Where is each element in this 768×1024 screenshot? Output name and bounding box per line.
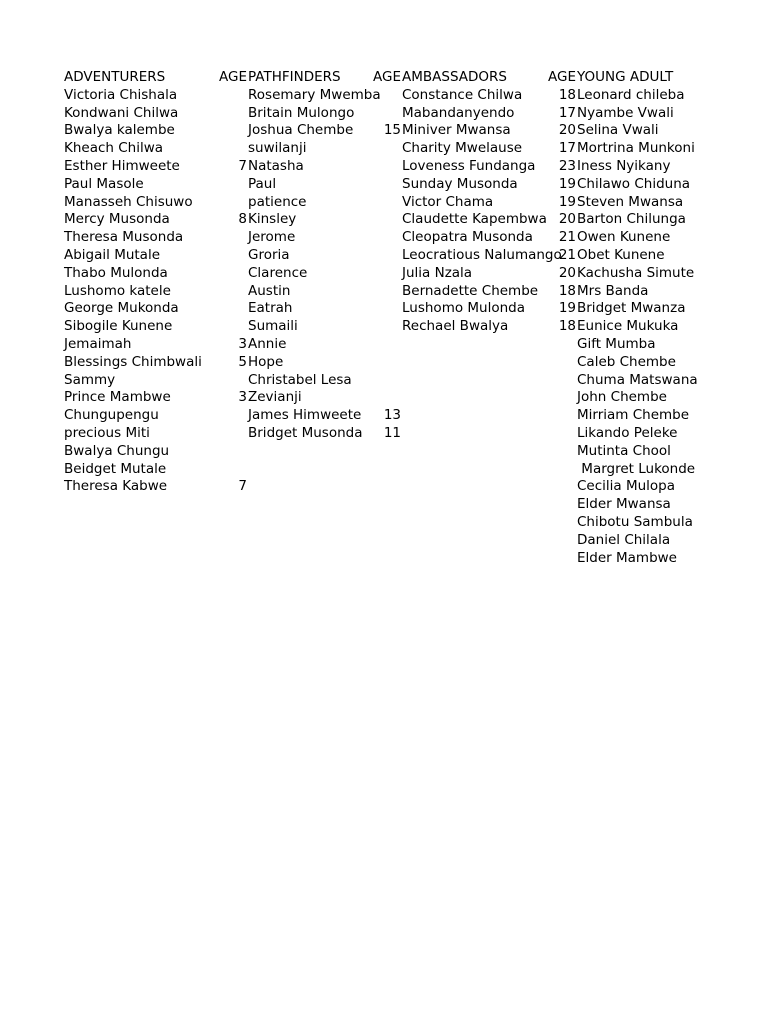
- adventurer-name-cell: Abigail Mutale: [64, 246, 161, 263]
- adventurers-header: ADVENTURERS: [64, 69, 166, 85]
- pathfinder-name-cell: [248, 532, 360, 550]
- adventurer-age-cell: [218, 87, 248, 105]
- adventurer-name-cell: Mercy Musonda: [64, 211, 170, 228]
- ambassador-name-cell: [402, 389, 545, 407]
- adventurer-name-cell: [64, 532, 218, 550]
- pathfinder-name-cell: Annie: [248, 335, 287, 352]
- table-row: [64, 318, 700, 336]
- adventurer-age-cell: 5: [238, 353, 247, 370]
- pathfinder-age-cell: [360, 176, 402, 194]
- table-row: [64, 550, 700, 568]
- ambassador-name-cell: Mabandanyendo: [402, 104, 515, 121]
- adventurer-age-cell: [218, 300, 248, 318]
- adventurer-name-cell: Chungupengu: [64, 407, 159, 424]
- roster-rows: [64, 87, 700, 568]
- table-row: [64, 354, 700, 372]
- pathfinder-name-cell: Rosemary Mwemba: [248, 86, 381, 103]
- adventurer-age-cell: [218, 425, 248, 443]
- young-adult-name-cell: Iness Nyikany: [577, 157, 671, 174]
- adventurer-age-cell: [218, 194, 248, 212]
- pathfinder-age-cell: [360, 532, 402, 550]
- table-row: [64, 532, 700, 550]
- pathfinder-name-cell: Hope: [248, 353, 284, 370]
- adventurer-name-cell: Theresa Musonda: [64, 229, 184, 246]
- table-row: [64, 176, 700, 194]
- pathfinder-age-cell: [360, 389, 402, 407]
- ambassador-name-cell: [402, 496, 545, 514]
- adventurer-name-cell: Kheach Chilwa: [64, 140, 164, 157]
- ambassador-age-cell: 18: [558, 318, 576, 335]
- adventurer-age-cell: [218, 461, 248, 479]
- adventurer-name-cell: Jemaimah: [64, 335, 132, 352]
- ambassador-name-cell: Sunday Musonda: [402, 175, 518, 192]
- ambassador-name-cell: Claudette Kapembwa: [402, 211, 547, 228]
- adventurer-age-cell: [218, 407, 248, 425]
- young-adult-name-cell: Selina Vwali: [577, 122, 659, 139]
- ambassador-name-cell: Bernadette Chembe: [402, 282, 539, 299]
- young-adult-name-cell: Cecilia Mulopa: [577, 478, 676, 495]
- table-row: [64, 514, 700, 532]
- adventurer-age-cell: 8: [238, 211, 247, 228]
- table-row: [64, 140, 700, 158]
- young-adult-name-cell: Margret Lukonde: [577, 460, 696, 477]
- young-adult-name-cell: Eunice Mukuka: [577, 318, 679, 335]
- adventurer-name-cell: Sibogile Kunene: [64, 318, 173, 335]
- table-row: [64, 300, 700, 318]
- young-adult-name-cell: Elder Mambwe: [577, 549, 677, 566]
- pathfinder-age-cell: [360, 336, 402, 354]
- pathfinder-age-cell: [360, 300, 402, 318]
- adventurer-name-cell: Theresa Kabwe: [64, 478, 168, 495]
- ambassador-age-cell: 19: [558, 193, 576, 210]
- table-row: [64, 122, 700, 140]
- ambassador-age-cell: [545, 389, 577, 407]
- table-row: [64, 425, 700, 443]
- ambassador-name-cell: [402, 407, 545, 425]
- pathfinder-age-cell: [360, 461, 402, 479]
- adventurer-age-cell: [218, 532, 248, 550]
- adventurer-name-cell: [64, 550, 218, 568]
- ambassador-name-cell: [402, 354, 545, 372]
- adventurer-name-cell: Thabo Mulonda: [64, 264, 168, 281]
- ambassador-name-cell: [402, 478, 545, 496]
- ambassador-age-cell: [545, 514, 577, 532]
- pathfinder-age-cell: [360, 211, 402, 229]
- ambassador-age-cell: 20: [558, 211, 576, 228]
- adventurer-age-cell: [218, 496, 248, 514]
- adventurer-name-cell: George Mukonda: [64, 300, 179, 317]
- pathfinder-name-cell: [248, 550, 360, 568]
- pathfinders-header: PATHFINDERS: [248, 69, 341, 85]
- pathfinder-age-cell: 13: [383, 407, 401, 424]
- adventurer-name-cell: [64, 514, 218, 532]
- young-adult-name-cell: Bridget Mwanza: [577, 300, 686, 317]
- pathfinder-name-cell: [248, 461, 360, 479]
- ambassador-age-cell: 23: [558, 157, 576, 174]
- ambassador-age-cell: 20: [558, 122, 576, 139]
- table-row: [64, 283, 700, 301]
- ambassador-name-cell: Victor Chama: [402, 193, 494, 210]
- adventurer-age-cell: [218, 372, 248, 390]
- pathfinder-age-cell: 15: [383, 122, 401, 139]
- young-adult-name-cell: Obet Kunene: [577, 246, 665, 263]
- ambassador-name-cell: Cleopatra Musonda: [402, 229, 533, 246]
- ambassador-age-cell: [545, 425, 577, 443]
- ambassadors-age-header: AGE: [548, 69, 576, 85]
- pathfinder-name-cell: Austin: [248, 282, 291, 299]
- ambassador-name-cell: [402, 514, 545, 532]
- ambassador-age-cell: 20: [558, 264, 576, 281]
- young-adult-name-cell: Gift Mumba: [577, 335, 656, 352]
- table-row: [64, 478, 700, 496]
- ambassador-name-cell: Charity Mwelause: [402, 140, 523, 157]
- ambassador-age-cell: [545, 354, 577, 372]
- pathfinder-age-cell: [360, 87, 402, 105]
- ambassador-name-cell: [402, 443, 545, 461]
- table-row: [64, 389, 700, 407]
- pathfinder-name-cell: [248, 478, 360, 496]
- table-row: [64, 247, 700, 265]
- ambassador-age-cell: 21: [558, 229, 576, 246]
- pathfinder-age-cell: [360, 158, 402, 176]
- young-adult-name-cell: Chuma Matswana: [577, 371, 698, 388]
- ambassador-name-cell: Rechael Bwalya: [402, 318, 509, 335]
- pathfinder-age-cell: [360, 105, 402, 123]
- pathfinder-name-cell: Bridget Musonda: [248, 424, 363, 441]
- pathfinders-age-header: AGE: [373, 69, 401, 85]
- table-row: [64, 336, 700, 354]
- table-row: [64, 496, 700, 514]
- adventurer-name-cell: Lushomo katele: [64, 282, 171, 299]
- ambassador-age-cell: [545, 478, 577, 496]
- ambassador-age-cell: [545, 550, 577, 568]
- table-row: [64, 211, 700, 229]
- young-adult-name-cell: Leonard chileba: [577, 86, 685, 103]
- pathfinder-name-cell: Sumaili: [248, 318, 298, 335]
- young-adult-name-cell: John Chembe: [577, 389, 667, 406]
- pathfinder-name-cell: Eatrah: [248, 300, 293, 317]
- adventurer-age-cell: [218, 318, 248, 336]
- ambassador-age-cell: 18: [558, 86, 576, 103]
- pathfinder-name-cell: James Himweete: [248, 407, 362, 424]
- pathfinder-age-cell: [360, 194, 402, 212]
- table-row: [64, 158, 700, 176]
- pathfinder-name-cell: patience: [248, 193, 307, 210]
- ambassador-age-cell: 21: [558, 246, 576, 263]
- adventurer-age-cell: [218, 550, 248, 568]
- adventurers-age-header: AGE: [219, 69, 247, 85]
- ambassador-name-cell: [402, 336, 545, 354]
- table-row: [64, 87, 700, 105]
- pathfinder-name-cell: [248, 514, 360, 532]
- pathfinder-age-cell: [360, 247, 402, 265]
- adventurer-age-cell: [218, 105, 248, 123]
- adventurer-name-cell: [64, 496, 218, 514]
- ambassador-age-cell: 19: [558, 175, 576, 192]
- pathfinder-age-cell: [360, 372, 402, 390]
- pathfinder-age-cell: [360, 140, 402, 158]
- ambassador-age-cell: 17: [558, 140, 576, 157]
- young-adult-name-cell: Mutinta Chool: [577, 442, 671, 459]
- young-adult-name-cell: Steven Mwansa: [577, 193, 684, 210]
- young-adult-header: YOUNG ADULT: [577, 69, 674, 85]
- adventurer-age-cell: [218, 443, 248, 461]
- young-adult-name-cell: Mirriam Chembe: [577, 407, 690, 424]
- adventurer-age-cell: [218, 140, 248, 158]
- adventurer-name-cell: Bwalya Chungu: [64, 442, 170, 459]
- pathfinder-age-cell: [360, 478, 402, 496]
- adventurer-age-cell: 7: [238, 157, 247, 174]
- pathfinder-age-cell: [360, 283, 402, 301]
- ambassador-age-cell: 17: [558, 104, 576, 121]
- adventurer-name-cell: Blessings Chimbwali: [64, 353, 202, 370]
- ambassador-name-cell: Julia Nzala: [402, 264, 473, 281]
- pathfinder-age-cell: [360, 514, 402, 532]
- adventurer-name-cell: Kondwani Chilwa: [64, 104, 179, 121]
- pathfinder-name-cell: Zevianji: [248, 389, 302, 406]
- adventurer-age-cell: [218, 514, 248, 532]
- header-row: [64, 69, 700, 87]
- ambassador-age-cell: [545, 532, 577, 550]
- ambassador-age-cell: 19: [558, 300, 576, 317]
- ambassador-name-cell: [402, 425, 545, 443]
- adventurer-age-cell: [218, 265, 248, 283]
- pathfinder-name-cell: suwilanji: [248, 140, 307, 157]
- ambassador-name-cell: Miniver Mwansa: [402, 122, 511, 139]
- pathfinder-name-cell: Christabel Lesa: [248, 371, 352, 388]
- ambassador-name-cell: Lushomo Mulonda: [402, 300, 526, 317]
- table-row: [64, 443, 700, 461]
- pathfinder-age-cell: [360, 265, 402, 283]
- pathfinder-age-cell: [360, 496, 402, 514]
- ambassadors-header: AMBASSADORS: [402, 69, 507, 85]
- ambassador-name-cell: [402, 532, 545, 550]
- ambassador-age-cell: 18: [558, 282, 576, 299]
- pathfinder-name-cell: Britain Mulongo: [248, 104, 355, 121]
- ambassador-age-cell: [545, 407, 577, 425]
- ambassador-age-cell: [545, 461, 577, 479]
- adventurer-age-cell: 7: [238, 478, 247, 495]
- young-adult-name-cell: Caleb Chembe: [577, 353, 676, 370]
- roster-sheet: [64, 69, 700, 567]
- table-row: [64, 461, 700, 479]
- adventurer-name-cell: Prince Mambwe: [64, 389, 171, 406]
- adventurer-age-cell: [218, 176, 248, 194]
- pathfinder-age-cell: [360, 318, 402, 336]
- adventurer-name-cell: Victoria Chishala: [64, 86, 178, 103]
- young-adult-name-cell: Mortrina Munkoni: [577, 140, 695, 157]
- pathfinder-age-cell: [360, 443, 402, 461]
- young-adult-name-cell: Chibotu Sambula: [577, 513, 693, 530]
- ambassador-name-cell: [402, 461, 545, 479]
- pathfinder-name-cell: Joshua Chembe: [248, 122, 354, 139]
- young-adult-name-cell: Owen Kunene: [577, 229, 671, 246]
- adventurer-name-cell: Bwalya kalembe: [64, 122, 175, 139]
- adventurer-name-cell: Manasseh Chisuwo: [64, 193, 193, 210]
- table-row: [64, 407, 700, 425]
- adventurer-name-cell: precious Miti: [64, 424, 150, 441]
- ambassador-name-cell: Leocratious Nalumango: [402, 246, 562, 263]
- adventurer-name-cell: Sammy: [64, 371, 116, 388]
- pathfinder-age-cell: [360, 354, 402, 372]
- pathfinder-name-cell: [248, 496, 360, 514]
- young-adult-name-cell: Likando Peleke: [577, 424, 678, 441]
- pathfinder-age-cell: [360, 550, 402, 568]
- table-row: [64, 229, 700, 247]
- pathfinder-name-cell: Groria: [248, 246, 290, 263]
- pathfinder-name-cell: Natasha: [248, 157, 304, 174]
- young-adult-name-cell: Daniel Chilala: [577, 531, 671, 548]
- adventurer-name-cell: Esther Himweete: [64, 157, 180, 174]
- young-adult-name-cell: Barton Chilunga: [577, 211, 686, 228]
- adventurer-age-cell: [218, 229, 248, 247]
- ambassador-name-cell: [402, 550, 545, 568]
- pathfinder-name-cell: Jerome: [248, 229, 296, 246]
- young-adult-name-cell: Chilawo Chiduna: [577, 175, 691, 192]
- pathfinder-name-cell: Kinsley: [248, 211, 297, 228]
- ambassador-age-cell: [545, 336, 577, 354]
- ambassador-age-cell: [545, 496, 577, 514]
- table-row: [64, 265, 700, 283]
- ambassador-name-cell: Loveness Fundanga: [402, 157, 536, 174]
- pathfinder-age-cell: [360, 229, 402, 247]
- ambassador-age-cell: [545, 443, 577, 461]
- adventurer-age-cell: 3: [238, 389, 247, 406]
- ambassador-name-cell: Constance Chilwa: [402, 86, 523, 103]
- young-adult-name-cell: Mrs Banda: [577, 282, 649, 299]
- ambassador-age-cell: [545, 372, 577, 390]
- pathfinder-name-cell: Clarence: [248, 264, 308, 281]
- pathfinder-name-cell: [248, 443, 360, 461]
- ambassador-name-cell: [402, 372, 545, 390]
- young-adult-name-cell: Kachusha Simute: [577, 264, 695, 281]
- adventurer-name-cell: Beidget Mutale: [64, 460, 167, 477]
- table-row: [64, 105, 700, 123]
- adventurer-age-cell: [218, 247, 248, 265]
- adventurer-age-cell: [218, 122, 248, 140]
- table-row: [64, 372, 700, 390]
- adventurer-age-cell: [218, 283, 248, 301]
- young-adult-name-cell: Elder Mwansa: [577, 496, 671, 513]
- pathfinder-age-cell: 11: [383, 424, 401, 441]
- pathfinder-name-cell: Paul: [248, 175, 277, 192]
- table-row: [64, 194, 700, 212]
- young-adult-name-cell: Nyambe Vwali: [577, 104, 674, 121]
- adventurer-age-cell: 3: [238, 335, 247, 352]
- adventurer-name-cell: Paul Masole: [64, 175, 144, 192]
